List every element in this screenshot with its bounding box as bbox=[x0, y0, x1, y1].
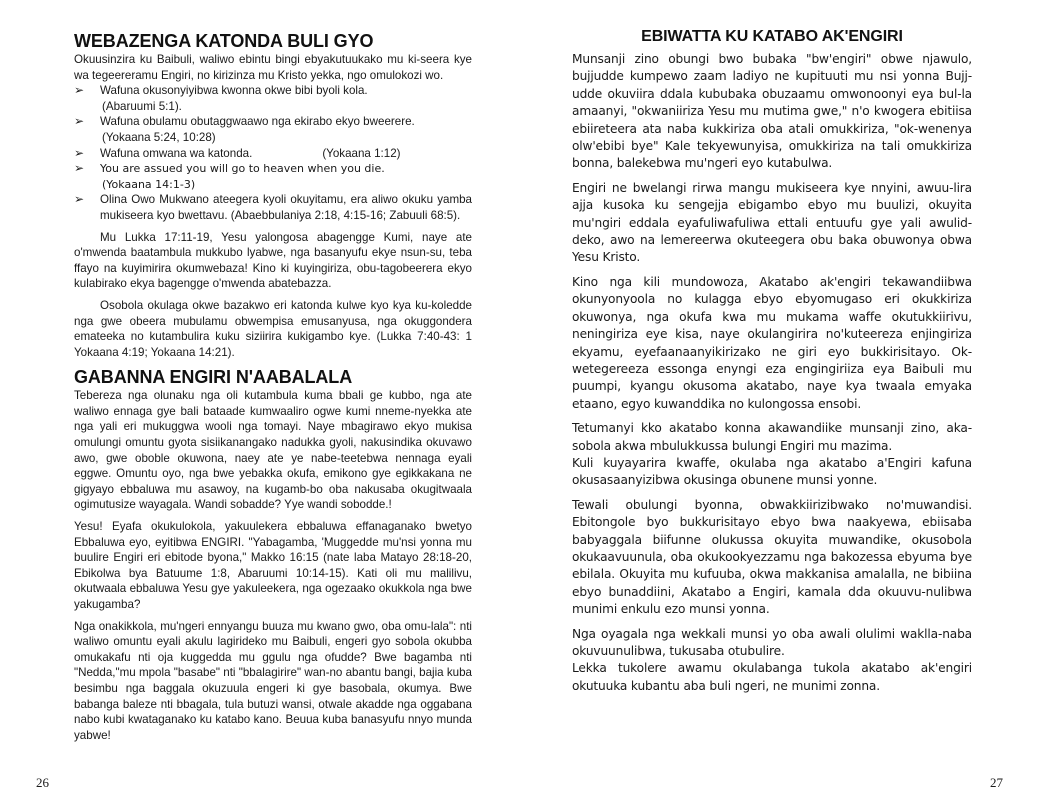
list-item: ➢ Wafuna obulamu obutaggwaawo nga ekirabo ekyo bweerere. (Yokaana 5:24, 10:28) bbox=[74, 114, 415, 144]
paragraph: Kuli kuyayarira kwaffe, okulaba nga akatabo a'Engiri kafuna okusasaanyizibwa okusinga obunene munsi yonne. bbox=[572, 455, 972, 488]
arrow-bullet-icon: ➢ bbox=[74, 83, 85, 98]
paragraph: Kino nga kili mundowoza, Akatabo ak'engiri tekawandiibwa okunyonyoola no kulagga ebyo ebyomugaso eri okukkiriza okuwonya, nga okufa kwa mu mukama waffe okutukkiirivu, neningiriza eye kisa, naye okulangirira no'kuteereza enjingiriza ekyamu, eyefaanaanyikirizako ne giri eyo bukkirisitayo. Ok-wetegereeza essonga enyngi eza engingiriiza eya Baibuli mu puumpi, kyangu okusoma akatabo, naye kya twaala emyaka etaano, egyo kuwanddika no kulongossa ensobi. bbox=[572, 274, 972, 411]
section-heading-thank-god: WEBAZENGA KATONDA BULI GYO bbox=[74, 31, 374, 51]
list-item: ➢ You are assued you will go to heaven when you die. (Yokaana 14:1-3) bbox=[74, 161, 385, 191]
page-number-left: 26 bbox=[36, 775, 49, 790]
paragraph: Engiri ne bwelangi rirwa mangu mukiseera kye nnyini, awuu-lira ajja kusoka ku sengejja ebigambo ebyo mu buulizi, okuyita mu'ngiri eddala eyafuliwafuliwa ettali entuufu gye yali awulid-deko, awo na lemereerwa okuteegera obu baka obuwonya obwa Yesu Kristo. bbox=[572, 180, 972, 265]
benefits-list bbox=[74, 83, 472, 223]
arrow-bullet-icon: ➢ bbox=[74, 161, 85, 176]
paragraph: Osobola okulaga okwe bazakwo eri katonda kulwe kyo kya ku-koledde nga gwe obeera mubulamu obwempisa emusanyusa, nga okuggondera emateeka no kutambulira kuku siziirira kukigambo kye. (Lukka 7:40-43: 1 Yokaana 4:19; Yokaana 14:21). bbox=[74, 298, 472, 359]
paragraph: Yesu! Eyafa okukulokola, yakuulekera ebbaluwa effanaganako bwetyo Ebbaluwa eyo, eyitibwa ENGIRI. "Yabagamba, 'Muggedde mu'nsi yonna mu buulire Engiri eri ebitode byona," Makko 16:15 (nate laba Matayo 28:18-20, Ebikolwa bya Batuume 1:8, Abaruumi 10:14-15). Kati oli mu malilivu, okutwaala ebbaluwa Yesu gye yakuleekera, nga ogezaako okukkola nga bwe yakugamba? bbox=[74, 520, 472, 611]
paragraph: Lekka tukolere awamu okulabanga tukola akatabo ak'engiri okutuuka kubantu aba buli ngeri, ne munimi zonna. bbox=[572, 661, 972, 693]
section-heading-share-gospel: GABANNA ENGIRI N'AABALALA bbox=[74, 367, 353, 388]
paragraph: Tebereza nga olunaku nga oli kutambula kuma bbali ge kubbo, nga ate waliwo ennaga gye bali bataade kumwaaliro ogwe kumi nneme-nyekka ate nga yali eri mukuggwa wooli nga tomayi. Naye mbagirawo ekyo mukisa omulungi omuntu gyota sisiikanangako nadukka gyoli, nakusindika okuvawo awo, gwe oboble okuwona, naey ate ye nabe-teetebwa nennaga eyali eggwe. Omuntu oyo, nga bwe yebakka okufa, emikono gye egikkakana ne gigyayo ebbaluwa mu asawoy, na kugamb-bo oba nakusaba okugitwaala ogimutusize wayagala. Wandi sobadde? Yye wandi sobodde.! bbox=[74, 389, 472, 512]
list-item: ➢ Wafuna omwana wa katonda. (Yokaana 1:12) bbox=[74, 145, 401, 160]
paragraph: Nga oyagala nga wekkali munsi yo oba awali olulimi waklla-naba okuvuunulibwa, tukusaba otubulire. bbox=[572, 626, 972, 658]
intro-paragraph: Okuusinzira ku Baibuli, waliwo ebintu bingi ebyakutuukako mu ki-seera kye wa tegeereramu Engiri, no kirizinza mu Kristo yekka, ngo omulokozi wo. bbox=[74, 53, 472, 82]
section-heading-about-booklet: EBIWATTA KU KATABO AK'ENGIRI bbox=[641, 28, 903, 45]
arrow-bullet-icon: ➢ bbox=[74, 145, 85, 160]
paragraph: Nga onakikkola, mu'ngeri ennyangu buuza mu kwano gwo, oba omu-lala": nti waliwo omuntu eyali akulu lagirideko mu Baibuli, engeri gyo sobola okubba omukakafu nti oja kuggedda mu ggulu nga ofudde? Bwe bagamba nti "Nedda,"mu mpola "basabe" nti "bbalagirire" wan-no abantu bangi, bajia kuba besimbu nga baggala okuzuula engeri ki gye basobala, okumya. Bwe babanga baleze nti bbagala, tula butuzi wansi, otwale akadde nga oggabana nabo kubi kwataganako ku katabo kano. Beuua kuba banasyufu nnyo munda yabwe! bbox=[74, 619, 472, 742]
arrow-bullet-icon: ➢ bbox=[74, 114, 85, 129]
paragraph: Mu Lukka 17:11-19, Yesu yalongosa abagengge Kumi, naye ate o'mwenda baatambula mukkubo lyabwe, nga basanyufu ekye nsun-su, teba ffayo na kuyimirira okumwebaza! Kino ki kuyingiriza, obu-tagobeerera ekyo kulabirako ekya bagengge o'mwenda abatebazza. bbox=[74, 230, 472, 291]
left-page bbox=[74, 0, 472, 808]
paragraph: Tewali obulungi byonna, obwakkiirizibwako no'muwandisi. Ebitongole byo bukkurisitayo ebyo bwa naakyewa, ebiisaba babyaggala biifunne olukussa okuyita muwandike, okusobola okukaavuunula, oba okukookyezzamu nga bakozessa ebyuma bye ebilala. Okuyita mu kufuuba, okwa makkanisa amalalla, ne bibiina ebyo bunaddiini, Akatabo a Engiri, kamala dda okuuvu-nulibwa munimi enkulu ezo munsi yonna. bbox=[572, 497, 972, 617]
page-number-right: 27 bbox=[990, 775, 1003, 790]
paragraph: Munsanji zino obungi bwo bubaka "bw'engiri" obwe njawulo, bujjudde kumpewo zaam ladiyo ne kupituuti mu nsi yonna Bujj-udde okuviira ddala kububaka obuzaamu omwonoonyi eya bul-la amaanyi, "okwaniiriza Yesu mu mutima gwe," n'o kwogera ebitiisa ebiireteera ata naba kukkiriza oba atali omukkiriza, "ok-wenenya olw'ebibi bye" Kale tekyewunyisa, omukkiriza na tali omukkiriza bonna, balekebwa mu'ngeri eyo kutabulwa. bbox=[572, 52, 972, 171]
list-item: ➢ Olina Owo Mukwano ateegera kyoli okuyitamu, era aliwo okuku yamba mukiseera kyo bwettavu. (Abaebbulaniya 2:18, 4:15-16; Zabuuli 68:5). bbox=[74, 192, 472, 222]
right-page bbox=[572, 0, 972, 808]
arrow-bullet-icon: ➢ bbox=[74, 192, 85, 207]
paragraph: Tetumanyi kko akatabo konna akawandiike munsanji zino, aka-sobola akwa mbulukkussa bulungi Engiri mu mazima. bbox=[572, 421, 972, 453]
list-item: ➢ Wafuna okusonyiyibwa kwonna okwe bibi byoli kola. (Abaruumi 5:1). bbox=[74, 83, 368, 113]
